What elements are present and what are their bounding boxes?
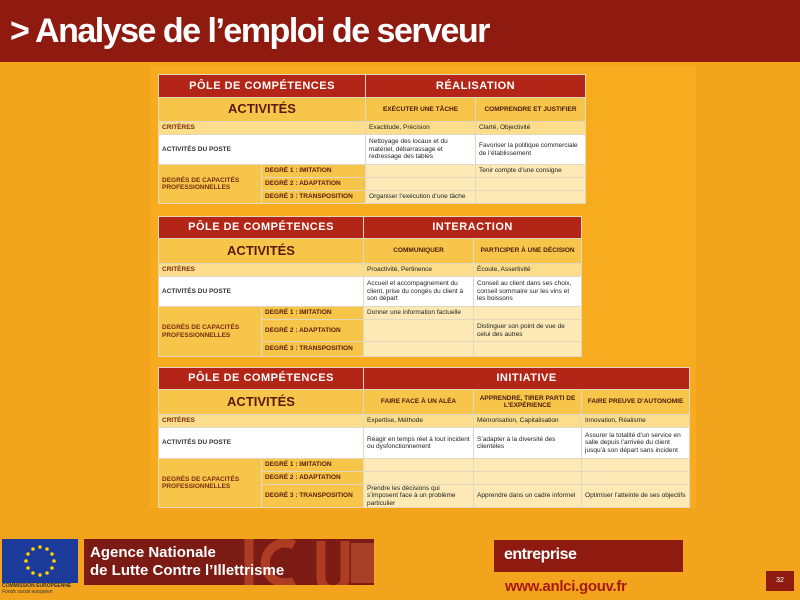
degre-cell bbox=[364, 342, 474, 357]
criteres-label: CRITÈRES bbox=[159, 264, 364, 277]
agency-name bbox=[90, 544, 284, 580]
criteres-cell: Innovation, Réalisme bbox=[582, 415, 690, 428]
degre-cell bbox=[474, 459, 582, 472]
degre-label: DEGRÉ 3 : TRANSPOSITION bbox=[262, 485, 364, 508]
degre-label: DEGRÉ 1 : IMITATION bbox=[262, 165, 366, 178]
eu-stars-icon bbox=[2, 539, 78, 583]
table-initiative bbox=[158, 367, 690, 508]
degre-label: DEGRÉ 3 : TRANSPOSITION bbox=[262, 342, 364, 357]
degre-cell: Optimiser l’atteinte de ses objectifs bbox=[582, 485, 690, 508]
degre-cell: Distinguer son point de vue de celui des autres bbox=[474, 320, 582, 342]
agency-line2: de Lutte Contre l’Illettrisme bbox=[90, 562, 285, 579]
entreprise-label: entreprise bbox=[504, 546, 577, 563]
degre-cell: Organiser l’exécution d’une tâche bbox=[366, 191, 476, 204]
website-link[interactable]: www.anlci.gouv.fr bbox=[505, 578, 627, 595]
domain-header: RÉALISATION bbox=[366, 75, 586, 98]
degre-label: DEGRÉ 3 : TRANSPOSITION bbox=[262, 191, 366, 204]
activites-poste-cell: Nettoyage des locaux et du matériel, débarrassage et redressage des tables bbox=[366, 135, 476, 165]
criteres-cell: Exactitude, Précision bbox=[366, 122, 476, 135]
criteres-label: CRITÈRES bbox=[159, 122, 366, 135]
activites-label: ACTIVITÉS bbox=[159, 390, 364, 415]
activites-poste-label: ACTIVITÉS DU POSTE bbox=[159, 277, 364, 307]
eu-flag-logo bbox=[2, 539, 78, 583]
activites-poste-label: ACTIVITÉS DU POSTE bbox=[159, 428, 364, 459]
degre-cell bbox=[366, 178, 476, 191]
criteres-label: CRITÈRES bbox=[159, 415, 364, 428]
agency-line1: Agence Nationale bbox=[90, 544, 216, 561]
activites-label: ACTIVITÉS bbox=[159, 98, 366, 122]
activites-poste-cell: Accueil et accompagnement du client, prise du congés du client à son départ bbox=[364, 277, 474, 307]
degre-cell bbox=[364, 320, 474, 342]
criteres-cell: Proactivité, Pertinence bbox=[364, 264, 474, 277]
criteres-cell: Clarté, Objectivité bbox=[476, 122, 586, 135]
degre-cell bbox=[474, 307, 582, 320]
degre-cell bbox=[582, 472, 690, 485]
agency-logo bbox=[84, 539, 374, 585]
degres-label: DEGRÉS DE CAPACITÉS PROFESSIONNELLES bbox=[159, 307, 262, 357]
degre-cell bbox=[364, 459, 474, 472]
domain-header: INITIATIVE bbox=[364, 368, 690, 390]
degre-label: DEGRÉ 1 : IMITATION bbox=[262, 459, 364, 472]
degre-cell bbox=[474, 342, 582, 357]
degre-cell bbox=[364, 472, 474, 485]
table-interaction bbox=[158, 216, 582, 357]
degre-label: DEGRÉ 2 : ADAPTATION bbox=[262, 178, 366, 191]
domain-header: INTERACTION bbox=[364, 217, 582, 239]
degre-label: DEGRÉ 2 : ADAPTATION bbox=[262, 472, 364, 485]
degre-label: DEGRÉ 2 : ADAPTATION bbox=[262, 320, 364, 342]
page-number: 32 bbox=[766, 571, 794, 591]
activites-poste-cell: Assurer la totalité d’un service en salle depuis l’arrivée du client jusqu’à son départ sans incident bbox=[582, 428, 690, 459]
degre-cell: Donner une information factuelle bbox=[364, 307, 474, 320]
degre-cell bbox=[476, 178, 586, 191]
degre-cell: Prendre les décisions qui s’imposent face à un problème particulier bbox=[364, 485, 474, 508]
pole-header: PÔLE DE COMPÉTENCES bbox=[159, 75, 366, 98]
table-realisation bbox=[158, 74, 586, 204]
criteres-cell: Mémorisation, Capitalisation bbox=[474, 415, 582, 428]
entreprise-banner bbox=[494, 540, 683, 572]
activites-poste-cell: S’adapter à la diversité des clientèles bbox=[474, 428, 582, 459]
column-header: COMMUNIQUER bbox=[364, 239, 474, 264]
degres-label: DEGRÉS DE CAPACITÉS PROFESSIONNELLES bbox=[159, 459, 262, 508]
title-bar bbox=[0, 0, 800, 62]
column-header: EXÉCUTER UNE TÂCHE bbox=[366, 98, 476, 122]
eu-caption-line1: COMMISSION EUROPÉENNE bbox=[2, 583, 72, 589]
column-header: FAIRE PREUVE D’AUTONOMIE bbox=[582, 390, 690, 415]
page-title: > Analyse de l’emploi de serveur bbox=[10, 12, 489, 50]
column-header: FAIRE FACE À UN ALÉA bbox=[364, 390, 474, 415]
activites-poste-cell: Favoriser la politique commerciale de l’établissement bbox=[476, 135, 586, 165]
degre-cell bbox=[474, 472, 582, 485]
column-header: APPRENDRE, TIRER PARTI DE L’EXPÉRIENCE bbox=[474, 390, 582, 415]
pole-header: PÔLE DE COMPÉTENCES bbox=[159, 217, 364, 239]
activites-poste-label: ACTIVITÉS DU POSTE bbox=[159, 135, 366, 165]
degres-label: DEGRÉS DE CAPACITÉS PROFESSIONNELLES bbox=[159, 165, 262, 204]
degre-label: DEGRÉ 1 : IMITATION bbox=[262, 307, 364, 320]
activites-poste-cell: Réagir en temps réel à tout incident ou dysfonctionnement bbox=[364, 428, 474, 459]
column-header: COMPRENDRE ET JUSTIFIER bbox=[476, 98, 586, 122]
degre-cell bbox=[366, 165, 476, 178]
column-header: PARTICIPER À UNE DÉCISION bbox=[474, 239, 582, 264]
degre-cell bbox=[582, 459, 690, 472]
criteres-cell: Expertise, Méthode bbox=[364, 415, 474, 428]
degre-cell bbox=[476, 191, 586, 204]
degre-cell: Tenir compte d’une consigne bbox=[476, 165, 586, 178]
activites-poste-cell: Conseil au client dans ses choix, conseil sommaire sur les vins et les boissons bbox=[474, 277, 582, 307]
criteres-cell: Écoute, Assertivité bbox=[474, 264, 582, 277]
eu-caption bbox=[2, 584, 84, 595]
eu-caption-line2: Fonds social européen bbox=[2, 588, 53, 595]
degre-cell: Apprendre dans un cadre informel bbox=[474, 485, 582, 508]
activites-label: ACTIVITÉS bbox=[159, 239, 364, 264]
pole-header: PÔLE DE COMPÉTENCES bbox=[159, 368, 364, 390]
